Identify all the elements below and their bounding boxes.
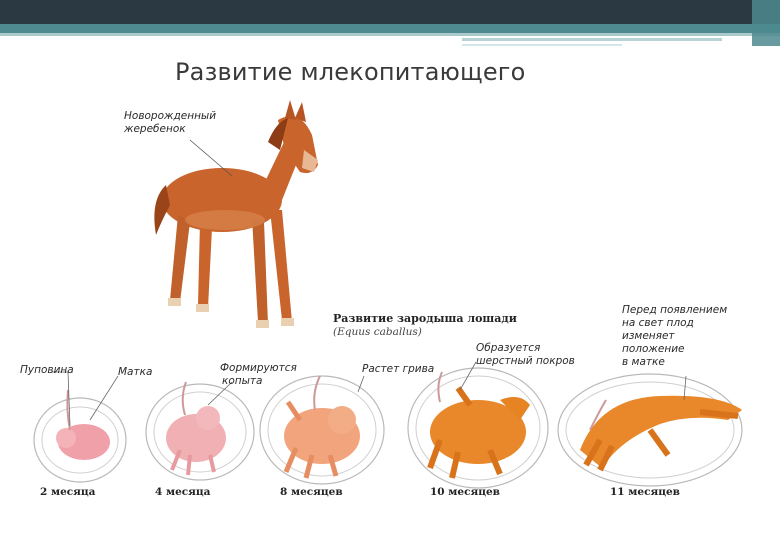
- stage-caption-3: 8 месяцев: [280, 486, 343, 498]
- label-before-birth-5: в матке: [622, 356, 665, 368]
- label-hooves-line2: копыта: [222, 375, 263, 387]
- stage-caption-4: 10 месяцев: [430, 486, 500, 498]
- label-hooves-line1: Формируются: [220, 362, 297, 374]
- label-before-birth-4: положение: [622, 343, 685, 355]
- stage-caption-1: 2 месяца: [40, 486, 96, 498]
- label-fur-line2: шерстный покров: [476, 355, 575, 367]
- label-fur-line1: Образуется: [476, 342, 541, 354]
- stage-caption-5: 11 месяцев: [610, 486, 680, 498]
- latin-name: (Equus caballus): [333, 326, 422, 338]
- stage-2-embryo: [146, 382, 254, 480]
- stage-1-embryo: [34, 390, 126, 482]
- foal-label-line2: жеребенок: [124, 123, 186, 135]
- label-before-birth-2: на свет плод: [622, 317, 694, 329]
- stage-3-embryo: [260, 376, 384, 484]
- stage-4-embryo: [408, 368, 548, 488]
- stage-5-embryo: [558, 374, 742, 486]
- label-before-birth-3: изменяет: [622, 330, 675, 342]
- label-mane: Растет грива: [362, 363, 435, 375]
- label-cord: Пуповина: [20, 364, 74, 376]
- slide-title: Развитие млекопитающего: [175, 58, 526, 86]
- label-uterus: Матка: [118, 366, 153, 378]
- foal-label-line1: Новорожденный: [124, 110, 217, 122]
- diagram-heading: Развитие зародыша лошади: [333, 312, 517, 325]
- stage-caption-2: 4 месяца: [155, 486, 211, 498]
- label-before-birth-1: Перед появлением: [622, 304, 728, 316]
